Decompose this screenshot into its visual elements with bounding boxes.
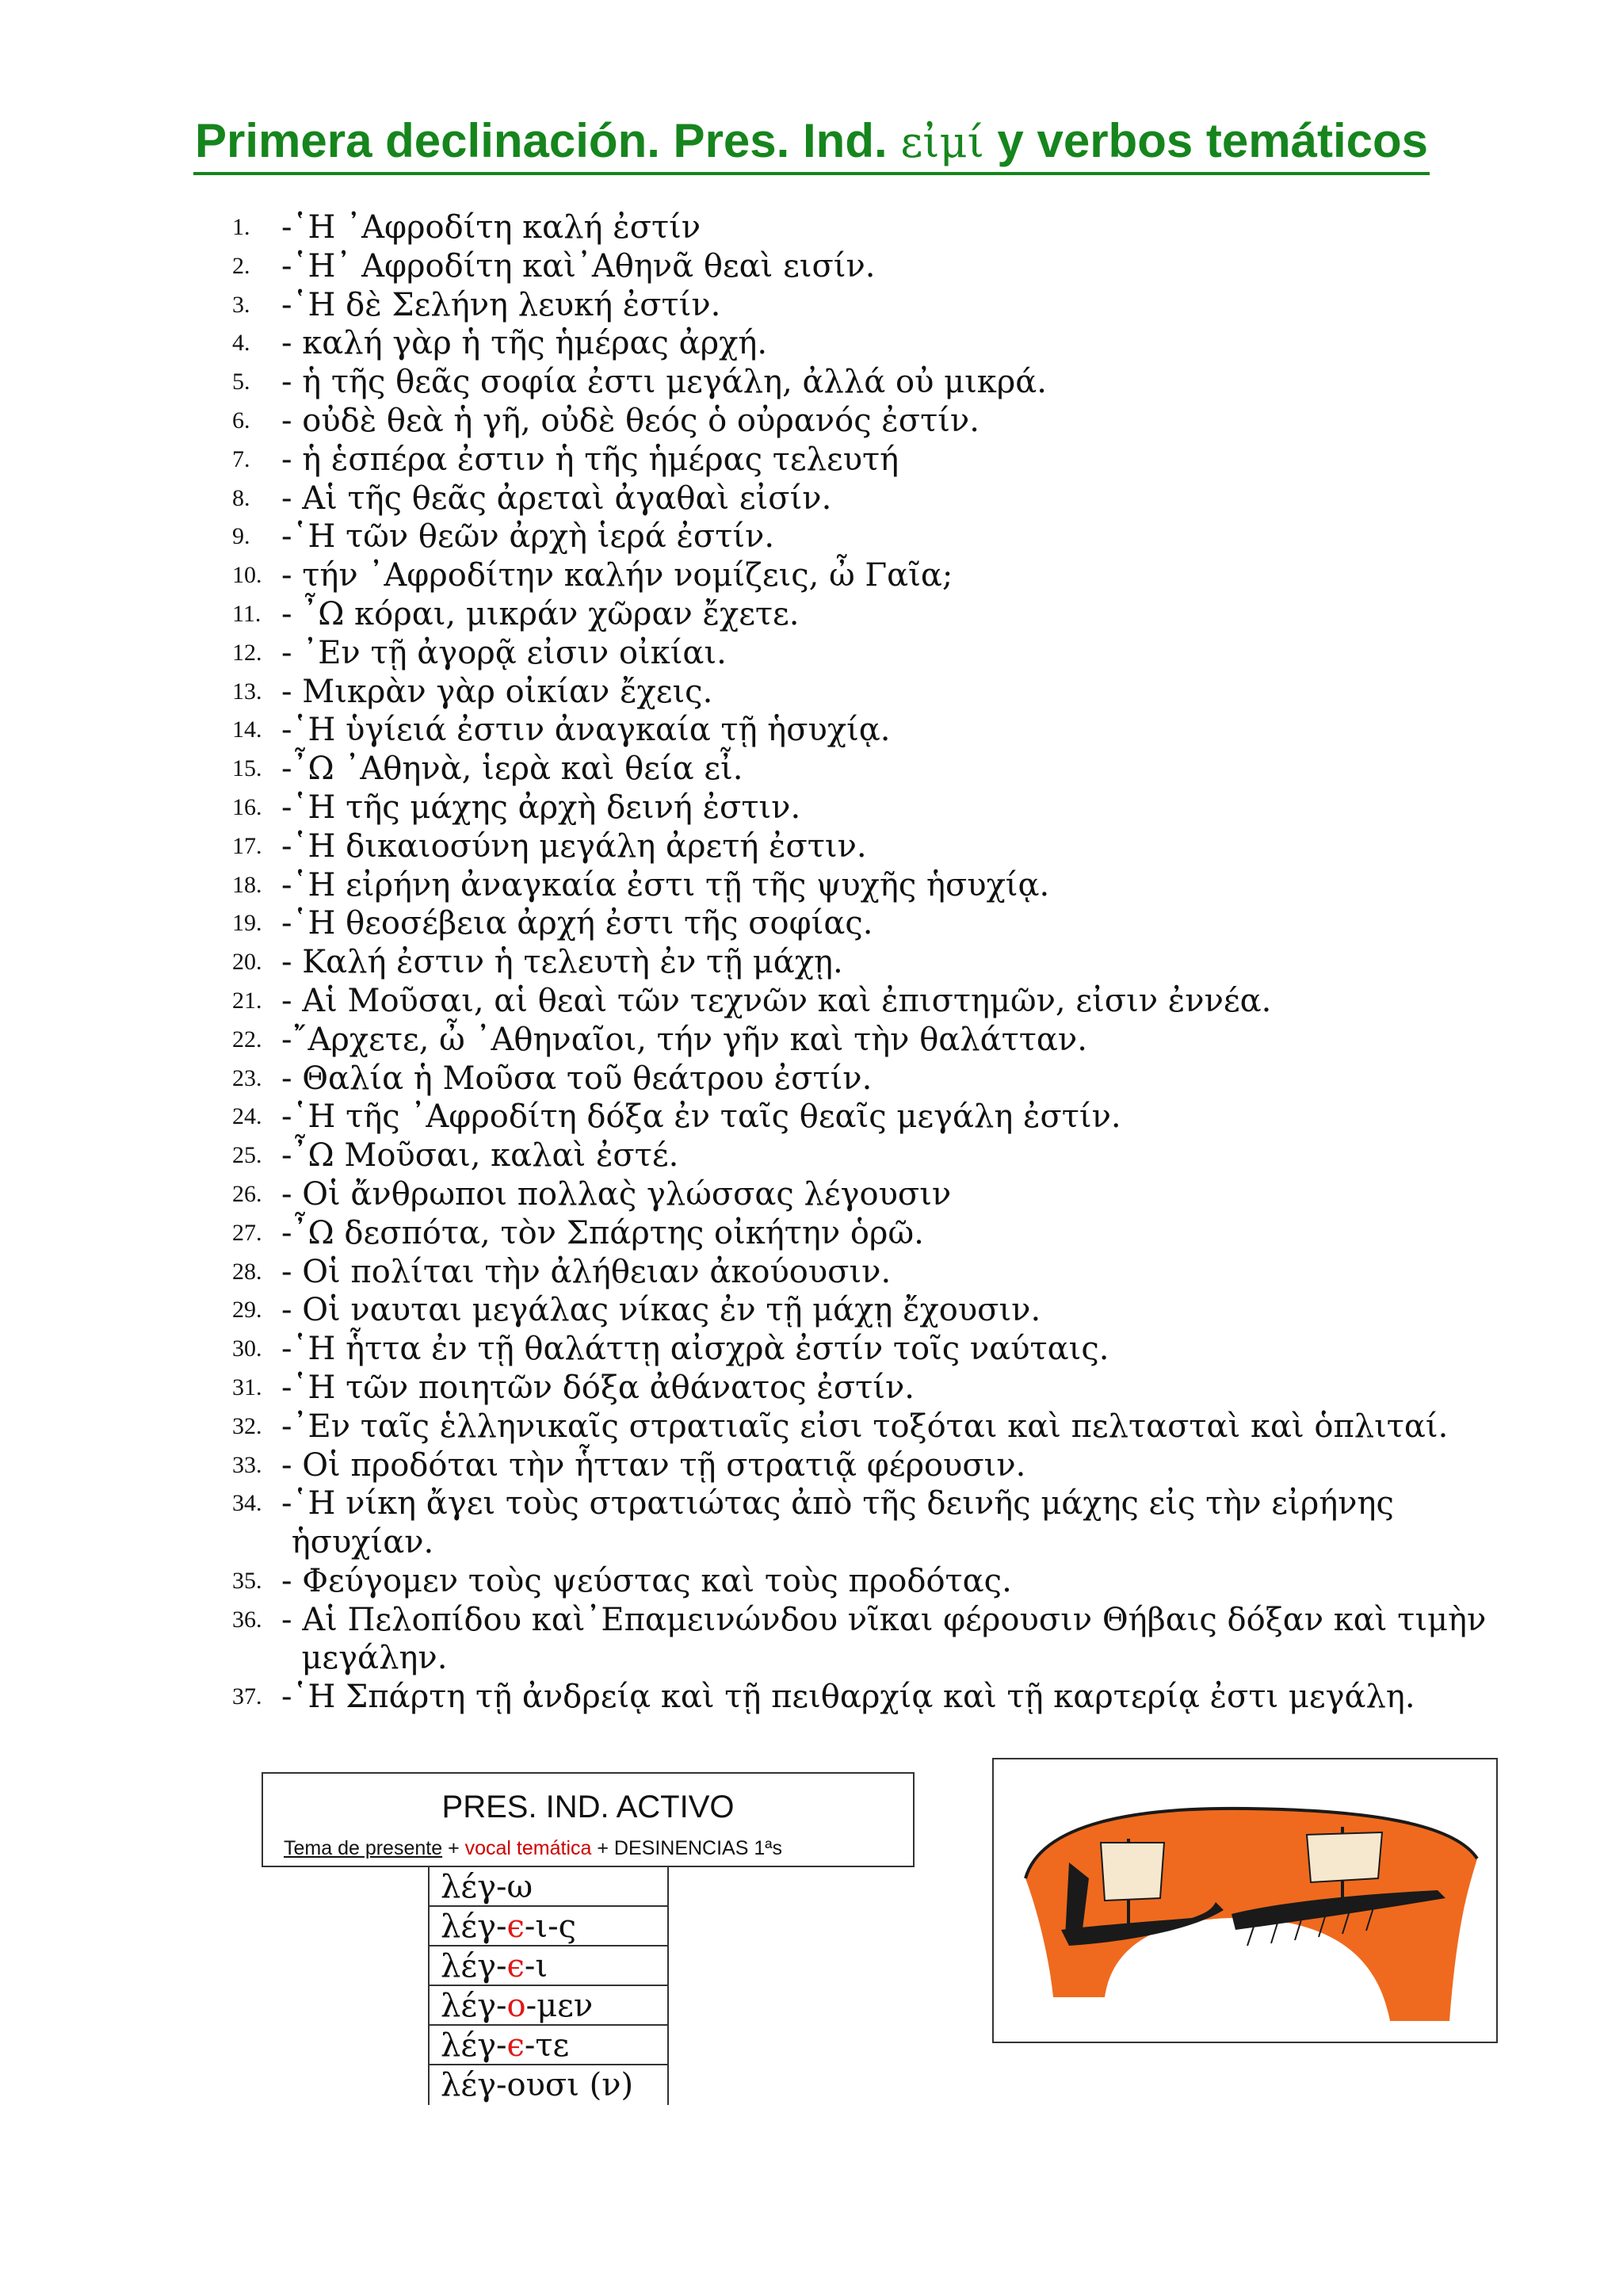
sentence-text: - τήν ᾿Αφροδίτην καλήν νομίζεις, ὦ Γαῖα;: [281, 557, 953, 594]
formula-vowel-label: vocal temática: [464, 1837, 592, 1859]
sentence-item: [0, 1098, 1623, 1137]
conjugation-formula: [284, 1837, 782, 1860]
sentence-item: [0, 1214, 1623, 1253]
sentence-item: [0, 1678, 1623, 1717]
sentence-number: 4.: [232, 330, 250, 357]
sentence-text: - καλή γὰρ ἡ τῆς ἡμέρας ἀρχή.: [281, 325, 768, 362]
form-ending: -ι-ς: [524, 1908, 577, 1945]
sentence-text: -῾Η δικαιοσύνη μεγάλη ἀρετή ἐστιν.: [281, 827, 867, 865]
conjugation-row: [430, 1867, 667, 1907]
sentence-number: 9.: [232, 523, 250, 550]
sentence-number: 12.: [232, 639, 262, 666]
formula-endings-label: + DESINENCIAS 1ªs: [591, 1837, 782, 1859]
sentence-number: 17.: [232, 832, 262, 859]
conjugation-forms-table: [428, 1867, 669, 2105]
sentence-text: -῾Η ἧττα ἐν τῇ θαλάττῃ αἰσχρὰ ἐστίν τοῖς ναύταις.: [281, 1331, 1109, 1368]
sentence-number: 34.: [232, 1490, 262, 1517]
form-stem: λέγ-: [441, 1948, 507, 1985]
sentence-text: - Φεύγομεν τοὺς ψεύστας καὶ τοὺς προδότας.: [281, 1562, 1012, 1599]
sentence-item: [0, 1137, 1623, 1175]
sentence-text: -῾Η τῆς μάχης ἀρχὴ δεινή ἐστιν.: [281, 789, 801, 826]
sentence-item: [0, 402, 1623, 441]
sentence-item: [0, 1484, 1623, 1562]
sentence-number: 21.: [232, 987, 262, 1014]
form-thematic-vowel: ϵ: [506, 2027, 525, 2064]
conjugation-row: [430, 1986, 667, 2026]
sentence-text: - Θαλία ἡ Μοῦσα τοῦ θεάτρου ἐστίν.: [281, 1060, 873, 1097]
formula-stem-label: Tema de presente: [284, 1837, 443, 1859]
sentence-text: -῎Αρχετε, ὦ ᾿Αθηναῖοι, τήν γῆν καὶ τὴν θαλάτταν.: [281, 1021, 1087, 1058]
sentence-item: [0, 595, 1623, 634]
sentence-text: -῾Η δὲ Σελήνη λευκή ἐστίν.: [281, 286, 721, 323]
sentence-number: 36.: [232, 1606, 262, 1633]
sentence-item: [0, 1175, 1623, 1214]
sentence-item: [0, 1601, 1623, 1679]
sentence-number: 20.: [232, 949, 262, 976]
vase-image-frame: [992, 1758, 1498, 2043]
sentence-item: [0, 1253, 1623, 1292]
sentence-number: 10.: [232, 562, 262, 589]
sentence-text: - Οἱ ἄνθρωποι πολλας̀ γλώσσας λέγουσιν: [281, 1175, 952, 1213]
sentence-item: [0, 208, 1623, 247]
greek-ship-vase-illustration: [994, 1759, 1496, 2042]
sentence-item: [0, 247, 1623, 286]
sentence-number: 27.: [232, 1219, 262, 1246]
sentence-item: [0, 789, 1623, 827]
sentence-text: -῾Η εἰρήνη ἀναγκαία ἐστι τῇ τῆς ψυχῆς ἡσυχίᾳ.: [281, 866, 1050, 904]
sentence-item: [0, 286, 1623, 325]
sentence-text: -῾Η τῆς ᾿Αφροδίτη δόξα ἐν ταῖς θεαῖς μεγάλη ἐστίν.: [281, 1098, 1121, 1136]
sentence-number: 13.: [232, 678, 262, 705]
sentence-text: - Αἱ Μοῦσαι, αἱ θεαὶ τῶν τεχνῶν καὶ ἐπιστημῶν, εἰσιν ἐννέα.: [281, 982, 1272, 1019]
form-stem: λέγ-: [441, 1908, 507, 1945]
sentence-text: - ῏Ω κόραι, μικράν χῶραν ἔχετε.: [281, 595, 800, 632]
sentence-text: - οὐδὲ θεὰ ἡ γῆ, οὐδὲ θεός ὁ οὐρανός ἐστίν.: [281, 402, 980, 439]
sentence-number: 1.: [232, 214, 250, 240]
sentence-item: [0, 518, 1623, 556]
form-ending: ω: [506, 1869, 533, 1905]
sentence-number: 25.: [232, 1142, 262, 1169]
sentence-item: [0, 1291, 1623, 1330]
conjugation-row: [430, 1946, 667, 1986]
sentence-number: 3.: [232, 291, 250, 318]
sentence-number: 16.: [232, 793, 262, 820]
sentence-number: 18.: [232, 871, 262, 898]
sentence-text: -῾Η τῶν ποιητῶν δόξα ἀθάνατος ἐστίν.: [281, 1369, 915, 1406]
formula-plus: +: [442, 1837, 465, 1859]
sentence-text: -῏Ω Μοῦσαι, καλαὶ ἐστέ.: [281, 1137, 679, 1175]
form-stem: λέγ-: [441, 2027, 507, 2064]
sentence-item: [0, 1446, 1623, 1485]
sentence-item: [0, 904, 1623, 943]
form-ending: ουσι (ν): [506, 2067, 634, 2103]
sentence-item: [0, 982, 1623, 1021]
sentence-text: - Οἱ προδόται τὴν ἧτταν τῇ στρατιᾷ φέρουσιν.: [281, 1446, 1026, 1484]
sentence-text: -῾Η νίκη ἄγει τοὺς στρατιώτας ἀπὸ τῆς δεινῆς μάχης εἰς τὴν εἰρήνης: [281, 1485, 1394, 1522]
sentence-text: - ἡ τῆς θεᾶς σοφία ἐστι μεγάλη, ἀλλά οὐ μικρά.: [281, 364, 1048, 401]
sentence-item: [0, 441, 1623, 479]
sentence-text: -῾Η Σπάρτη τῇ ἀνδρείᾳ καὶ τῇ πειθαρχίᾳ καὶ τῇ καρτερίᾳ ἐστι μεγάλη.: [281, 1679, 1415, 1716]
sentence-text-continuation: μεγάλην.: [281, 1640, 448, 1677]
sentence-text: - Καλή ἐστιν ἡ τελευτὴ ἐν τῇ μάχῃ.: [281, 944, 843, 981]
sentence-item: [0, 1408, 1623, 1446]
sentence-number: 26.: [232, 1180, 262, 1207]
sentence-number: 14.: [232, 716, 262, 743]
sentence-text: -῾Η θεοσέβεια ἀρχή ἐστι τῆς σοφίας.: [281, 905, 873, 942]
sentence-number: 33.: [232, 1451, 262, 1478]
sentence-text: -῏Ω ᾿Αθηνὰ, ἱερὰ καὶ θεία εἶ.: [281, 751, 743, 788]
sentence-number: 24.: [232, 1103, 262, 1130]
sentence-number: 31.: [232, 1373, 262, 1400]
sentence-text: -῾Η ᾿Αφροδίτη καλή ἐστίν: [281, 209, 701, 246]
sentence-item: [0, 1369, 1623, 1408]
sentence-item: [0, 634, 1623, 673]
sentence-item: [0, 1021, 1623, 1060]
sentence-text: -῾Η᾿ Αφροδίτη καὶ᾿Αθηνᾶ θεαὶ εισίν.: [281, 247, 876, 285]
sentence-number: 6.: [232, 407, 250, 434]
sentence-text: - Αἱ Πελοπίδου καὶ᾿Επαμεινώνδου νῖκαι φέρουσιν Θήβαις δόξαν καὶ τιμὴν: [281, 1601, 1487, 1638]
conjugation-row: [430, 2026, 667, 2065]
conjugation-row: [430, 2065, 667, 2105]
sentence-number: 19.: [232, 910, 262, 937]
sentence-text: -῏Ω δεσπότα, τὸν Σπάρτης οἰκήτην ὁρῶ.: [281, 1214, 924, 1251]
conjugation-heading: PRES. IND. ACTIVO: [441, 1790, 735, 1824]
sentence-number: 2.: [232, 252, 250, 279]
sentence-item: [0, 673, 1623, 712]
sentence-number: 30.: [232, 1335, 262, 1362]
form-thematic-vowel: ϵ: [506, 1948, 525, 1985]
sentence-text: - Οἱ πολίται τὴν ἀλήθειαν ἀκούουσιν.: [281, 1253, 892, 1290]
sentence-item: [0, 324, 1623, 363]
sentence-item: [0, 1562, 1623, 1601]
title-part-2: y verbos temáticos: [997, 114, 1428, 167]
form-thematic-vowel: ϵ: [506, 1908, 525, 1945]
sentence-number: 37.: [232, 1683, 262, 1710]
sentence-item: [0, 711, 1623, 750]
sentence-text: -᾿Εν ταῖς ἑλληνικαῖς στρατιαῖς εἰσι τοξόται καὶ πελτασταὶ καὶ ὁπλιταί.: [281, 1408, 1449, 1445]
sentence-item: [0, 1060, 1623, 1098]
conjugation-header-box: [262, 1772, 915, 1867]
sentence-number: 8.: [232, 484, 250, 511]
sentence-text: - ἡ ἑσπέρα ἐστιν ἡ τῆς ἡμέρας τελευτή: [281, 441, 899, 478]
title-greek-verb: εἰμί: [900, 117, 984, 167]
sentence-number: 29.: [232, 1297, 262, 1324]
sentence-number: 5.: [232, 369, 250, 395]
sentence-number: 7.: [232, 445, 250, 472]
sentence-item: [0, 363, 1623, 402]
sentence-list: [0, 208, 1623, 1717]
form-ending: -ι: [524, 1948, 548, 1985]
sentence-text: - ᾿Εν τῇ ἀγορᾷ εἰσιν οἰκίαι.: [281, 634, 727, 671]
page-title-underlined: [193, 113, 1430, 175]
sail-left: [1101, 1843, 1164, 1901]
sentence-text: - Μικρὰν γὰρ οἰκίαν ἔχεις.: [281, 673, 713, 710]
form-ending: -τε: [524, 2027, 570, 2064]
sentence-text: -῾Η τῶν θεῶν ἀρχὴ ἱερά ἐστίν.: [281, 518, 775, 556]
form-stem: λέγ-: [441, 1988, 507, 2024]
sentence-text: - Οἱ ναυται μεγάλας νίκας ἐν τῇ μάχῃ ἔχουσιν.: [281, 1292, 1041, 1329]
form-stem: λέγ-: [441, 2067, 507, 2103]
sentence-item: [0, 556, 1623, 595]
sentence-number: 22.: [232, 1026, 262, 1052]
sail-right: [1307, 1832, 1382, 1882]
sentence-number: 28.: [232, 1258, 262, 1285]
sentence-number: 15.: [232, 755, 262, 782]
form-ending: -μεν: [525, 1988, 594, 2024]
sentence-item: [0, 943, 1623, 982]
sentence-item: [0, 479, 1623, 518]
sentence-number: 35.: [232, 1567, 262, 1594]
sentence-item: [0, 866, 1623, 905]
sentence-number: 11.: [232, 600, 262, 627]
title-part-1: Primera declinación. Pres. Ind.: [194, 114, 888, 167]
sentence-number: 32.: [232, 1412, 262, 1439]
sentence-text: -῾Η ὑγίειά ἐστιν ἀναγκαία τῇ ἡσυχίᾳ.: [281, 712, 891, 749]
sentence-text: - Αἱ τῆς θεᾶς ἀρεταὶ ἀγαθαὶ εἰσίν.: [281, 479, 832, 517]
form-stem: λέγ-: [441, 1869, 507, 1905]
sentence-number: 23.: [232, 1064, 262, 1091]
sentence-item: [0, 750, 1623, 789]
page-title: [0, 113, 1623, 175]
sentence-item: [0, 827, 1623, 866]
sentence-item: [0, 1330, 1623, 1369]
conjugation-row: [430, 1907, 667, 1946]
sentence-text-continuation: ἡσυχίαν.: [281, 1524, 434, 1561]
form-thematic-vowel: ο: [506, 1988, 526, 2024]
